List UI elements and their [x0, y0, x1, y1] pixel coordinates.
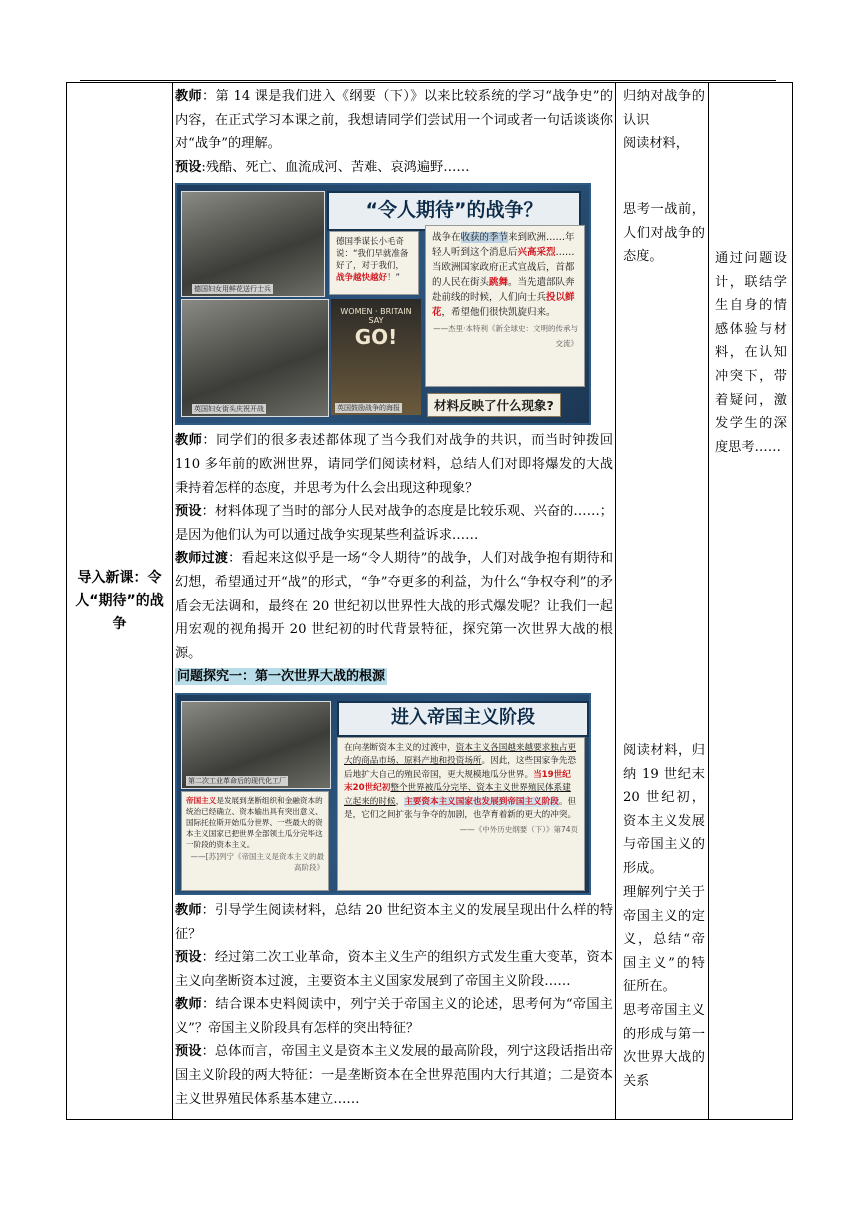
paragraph-text: ：第 14 课是我们进入《纲要（下）》以来比较系统的学习“战争史”的内容，在正式学习本课之前，我想请同学们尝试用一个词或者一句话谈谈你对“战争”的理解。	[175, 89, 614, 152]
paragraph-text: ：材料体现了当时的部分人民对战争的态度是比较乐观、兴奋的……；是因为他们认为可以通过战争实现某些利益诉求……	[175, 504, 613, 543]
photo-caption: 英国鼓励战争的海报	[337, 404, 400, 413]
speaker-label: 预设	[175, 504, 202, 520]
speaker-label: 教师过渡	[175, 551, 229, 567]
paragraph-preset-1	[175, 156, 613, 180]
quote-emphasis: 跳舞	[489, 277, 509, 289]
speaker-label: 教师	[175, 89, 203, 104]
quote-underline: 整个世界被瓜分完毕、资本主义世界殖民体系建立起来的时候	[344, 783, 571, 807]
design-intent: 通过问题设计，联结学生自身的情感体验与材料，在认知冲突下，带着疑问，激发学生的深度思考……	[715, 251, 787, 455]
paragraph-transition	[175, 547, 613, 665]
speaker-label: 预设	[175, 950, 202, 966]
poster-text: WOMEN · BRITAIN	[340, 307, 412, 317]
quote-text: 。但是，它们之间扩张与争夺的加剧，也孕育着新的更大的冲突。	[344, 796, 577, 820]
poster-text: GO!	[354, 325, 398, 350]
quote-moltke	[329, 231, 419, 295]
paragraph-teacher-2	[175, 429, 613, 500]
quote-textbook	[337, 737, 585, 891]
quote-text: 来到欧洲……年轻人听到这个消息后	[432, 232, 575, 259]
student-activity-c: 思考一战前，人们对战争的态度。	[623, 202, 705, 265]
paragraph-text: ：引导学生阅读材料，总结 20 世纪资本主义的发展呈现出什么样的特征？	[175, 902, 614, 942]
quote-bentley	[425, 225, 585, 387]
highlighted-heading: 问题探究一：第一次世界大战的根源	[177, 669, 386, 685]
material-image-war-expectation	[175, 183, 591, 425]
paragraph-preset-3	[175, 946, 613, 993]
paragraph-text: :残酷、死亡、血流成河、苦难、哀鸿遍野……	[201, 159, 470, 175]
speaker-label: 教师	[175, 902, 202, 918]
quote-text: 德国季谋长小毛奇说：“我们早就准备好了，对于我们，	[336, 237, 409, 272]
quote-text: ，	[395, 796, 405, 807]
quote-text: ！”	[387, 273, 400, 284]
photo-caption: 英国妇女街头庆祝开战	[194, 405, 264, 414]
quote-source: ——杰里·本特利《新全球史：文明的传承与交流》	[433, 324, 578, 349]
section-label: 导入新课：令人“期待”的战争	[75, 569, 164, 632]
teaching-process-cell	[175, 85, 613, 1111]
paragraph-text: ：看起来这似乎是一场“令人期待”的战争，人们对战争抱有期待和幻想，希望通过开“战”的形式，“争”夺更多的利益，为什么“争权夺利”的矛盾会无法调和，最终在 20 世纪初以世界性大战的形式爆发呢？让我们一起用宏观的视角揭开 20 世纪初的时代背景特征，探究第一次世界大战的根源。	[175, 551, 614, 661]
paragraph-text: ：结合课本史料阅读中，列宁关于帝国主义的论述，思考何为“帝国主义”？帝国主义阶段具有怎样的突出特征？	[175, 997, 613, 1036]
section-label-cell	[67, 83, 172, 1119]
photo-factory	[181, 701, 331, 789]
header-rule	[80, 80, 776, 81]
quote-source: ——《中外历史纲要（下）》第74页	[459, 825, 578, 835]
speaker-label: 教师	[175, 997, 202, 1013]
quote-highlight: 主要资本主义国家也发展到帝国主义阶段	[404, 796, 559, 807]
student-activity-f: 思考帝国主义的形成与第一次世界大战的关系	[623, 1003, 705, 1089]
quote-underline: 资本主义各国越来越要求独占更大的商品市场、原料产地和投资场所	[344, 742, 577, 767]
material-image-imperialism	[175, 693, 591, 895]
photo-british-women	[181, 299, 329, 417]
column-divider	[708, 83, 709, 1119]
quote-emphasis: 当19世纪末20世纪初	[344, 769, 571, 794]
quote-text: 在向垄断资本主义的过渡中，	[344, 742, 456, 753]
quote-emphasis: 战争越快越好	[336, 273, 388, 284]
paragraph-preset-2	[175, 500, 613, 547]
paragraph-teacher-intro	[175, 85, 613, 156]
quote-emphasis: 投以鲜花	[432, 292, 575, 319]
quote-lenin	[181, 791, 329, 891]
student-activity-a: 归纳对战争的认识	[623, 89, 705, 128]
photo-german-women	[181, 191, 325, 297]
paragraph-text: ：经过第二次工业革命，资本主义生产的组织方式发生重大变革，资本主义向垄断资本过渡，主要资本主义国家发展到了帝国主义阶段……	[175, 950, 614, 989]
speaker-label: 预设	[175, 1044, 202, 1060]
speaker-label: 预设	[175, 159, 202, 175]
quote-text: 。当先遣部队奔赴前线的时候，人们向士兵	[432, 277, 575, 304]
image-title: “令人期待”的战争？	[327, 191, 581, 231]
inquiry-heading	[175, 665, 613, 689]
speaker-label: 教师	[175, 433, 203, 449]
student-activity-e: 理解列宁关于帝国主义的定义，总结“帝国主义”的特征所在。	[623, 885, 705, 995]
poster-text: SAY	[368, 316, 384, 326]
paragraph-teacher-3	[175, 899, 613, 946]
image-question: 材料反映了什么现象?	[427, 393, 561, 417]
column-divider	[172, 83, 173, 1119]
student-activity-d: 阅读材料，归纳 19 世纪末 20 世纪初，资本主义发展与帝国主义的形成。	[623, 743, 705, 876]
photo-caption: 德国妇女用鲜花送行士兵	[194, 285, 271, 294]
quote-highlight: 收获的季节	[460, 232, 509, 244]
quote-emphasis: 兴高采烈	[517, 247, 556, 259]
quote-emphasis: 帝国主义	[186, 795, 217, 805]
quote-text: ，希望他们很快凯旋归来。	[441, 307, 556, 319]
paragraph-text: ：总体而言，帝国主义是资本主义发展的最高阶段，列宁这段话指出帝国主义阶段的两大特征：一是垄断资本在全世界范围内大行其道；二是资本主义世界殖民体系基本建立……	[175, 1044, 614, 1107]
quote-text: ……当欧洲国家政府正式宣战后，首都的人民在街头	[432, 247, 575, 289]
paragraph-text: ：同学们的很多表述都体现了当今我们对战争的共识，而当时钟拨回 110 多年前的欧洲世界，请同学们阅读材料，总结人们对即将爆发的大战秉持着怎样的态度，并思考为什么会出现这种现象？	[175, 433, 614, 496]
quote-source: ——[苏]列宁《帝国主义是资本主义的最高阶段》	[190, 851, 324, 872]
paragraph-teacher-4	[175, 993, 613, 1040]
lesson-table	[66, 82, 793, 1120]
war-poster	[331, 299, 421, 415]
column-divider	[615, 83, 616, 1119]
student-activity-b: 阅读材料，	[623, 136, 689, 151]
quote-text: 战争在	[432, 232, 461, 244]
image-title: 进入帝国主义阶段	[337, 701, 589, 737]
paragraph-preset-4	[175, 1040, 613, 1111]
photo-caption: 第二次工业革命后的现代化工厂	[188, 776, 286, 785]
quote-text: 是发展到垄断组织和金融资本的统治已经确立、资本输出具有突出意义、国际托拉斯开始瓜分世界、一些最大的资本主义国家已把世界全部领土瓜分完毕这一阶段的资本主义。	[186, 795, 323, 849]
quote-text: 。因此，这些国家争先恐后地扩大自己的殖民帝国，更大规模地瓜分世界。	[344, 756, 577, 780]
